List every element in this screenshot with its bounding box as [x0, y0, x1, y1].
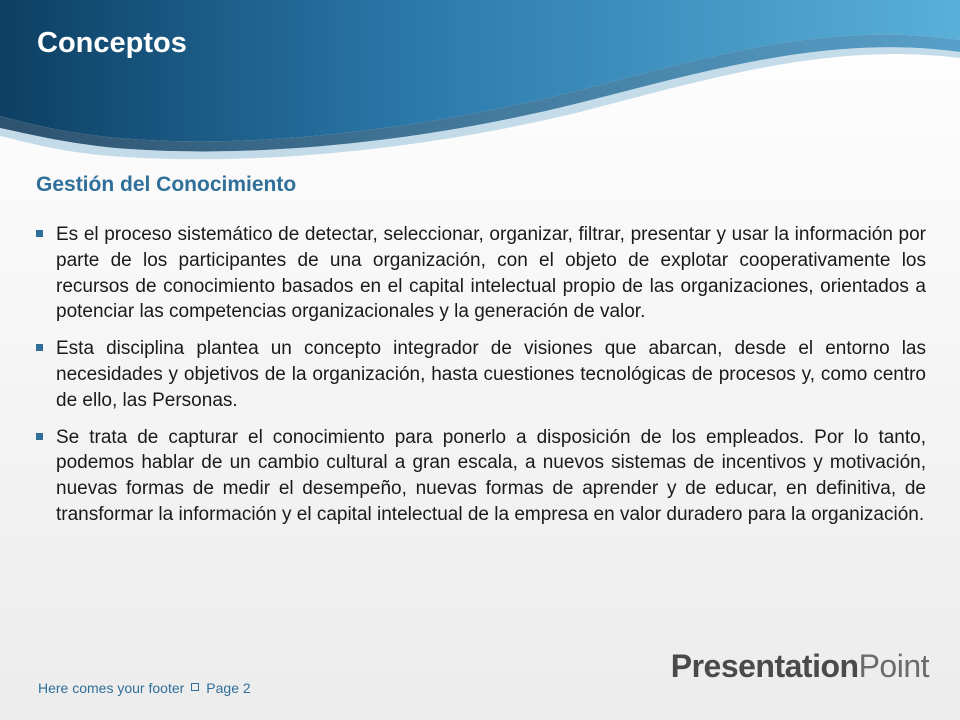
- bullet-square-icon: [36, 230, 43, 237]
- footer-separator-icon: [191, 683, 199, 691]
- bullet-square-icon: [36, 433, 43, 440]
- page-number: Page 2: [206, 680, 251, 696]
- footer-text: Here comes your footer: [38, 680, 185, 696]
- slide-title: Conceptos: [37, 27, 187, 59]
- brand-logo-part2: Point: [858, 648, 929, 684]
- bullet-text: Se trata de capturar el conocimiento para ponerlo a disposición de los empleados. Por lo tanto, podemos hablar de un cambio cultural a gran escala, a nuevos sistemas de incentivos y motivación, nuevas formas de medir el desempeño, nuevas formas de aprender y de educar, en definitiva, de transformar la información y el capital intelectual de la empresa en valor duradero para la organización.: [56, 426, 926, 525]
- bullet-text: Es el proceso sistemático de detectar, seleccionar, organizar, filtrar, presentar y usar la información por parte de los participantes de una organización, con el objeto de explotar cooperativamente los recursos de conocimiento basados en el capital intelectual propio de las organizaciones, orientados a potenciar las competencias organizacionales y la generación de valor.: [56, 224, 926, 323]
- bullet-item: [36, 222, 926, 325]
- bullet-text: Esta disciplina plantea un concepto integrador de visiones que abarcan, desde el entorno las necesidades y objetivos de la organización, hasta cuestiones tecnológicas de procesos y, como centro de ello, las Personas.: [56, 338, 926, 411]
- bullet-list: [36, 222, 926, 539]
- bullet-item: [36, 425, 926, 528]
- bullet-square-icon: [36, 344, 43, 351]
- header-wave-banner: [0, 0, 960, 170]
- footer: [38, 680, 251, 696]
- brand-logo: [671, 648, 929, 685]
- bullet-item: [36, 336, 926, 413]
- brand-logo-part1: Presentation: [670, 648, 859, 684]
- slide-subtitle: Gestión del Conocimiento: [36, 173, 297, 196]
